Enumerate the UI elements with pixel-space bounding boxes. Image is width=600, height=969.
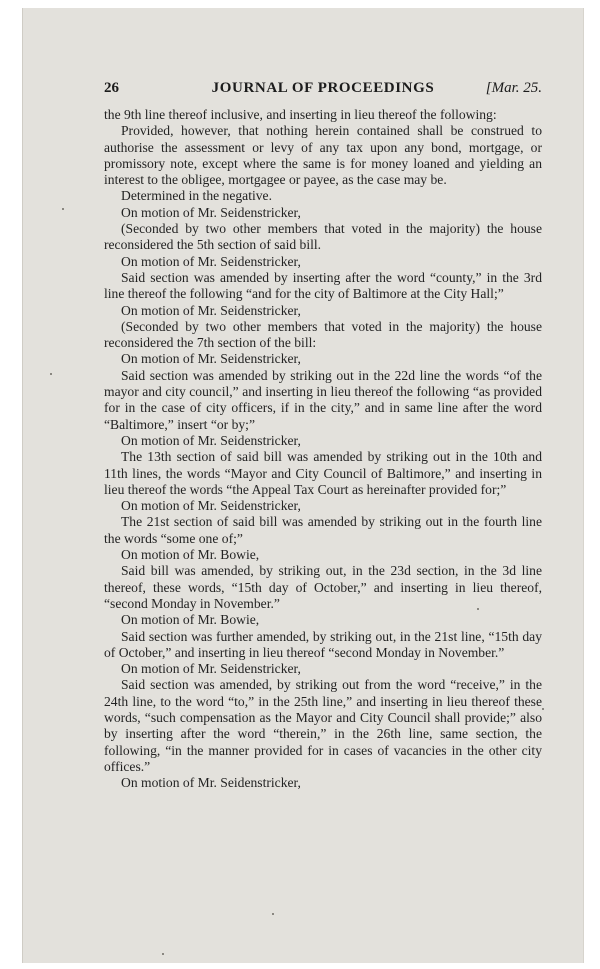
paper-speck <box>50 373 52 375</box>
paragraph: the 9th line thereof inclusive, and inserting in lieu thereof the following: <box>104 107 497 122</box>
paragraph: Said section was amended, by striking out from the word “receive,” in the 24th line, to the word “to,” in the 25th line,” and inserting in lieu thereof these words, “such compensation as the Mayor and City Council shall provide;” also by inserting after the word “therein,” in the 26th line, same section, the following, “in the manner provided for in cases of vacancies in the other city offices.” <box>104 677 542 774</box>
paragraph: Said section was amended by striking out in the 22d line the words “of the mayor and city council,” and inserting in lieu thereof the following “as provided for in the case of city officers, if in the city,” and in same line after the word “Baltimore,” insert “or by;” <box>104 367 542 432</box>
paragraph: (Seconded by two other members that voted in the majority) the house reconsidered the 5th section of said bill. <box>104 221 542 253</box>
header-date: [Mar. 25. <box>485 80 542 96</box>
page-body <box>104 107 542 791</box>
paragraph: On motion of Mr. Seidenstricker, <box>121 351 301 367</box>
paper-speck <box>62 208 64 210</box>
paragraph: On motion of Mr. Seidenstricker, <box>121 661 301 677</box>
page-title: JOURNAL OF PROCEEDINGS <box>211 80 435 96</box>
paragraph: On motion of Mr. Bowie, <box>121 547 260 563</box>
paper-speck <box>542 708 544 710</box>
paragraph: The 13th section of said bill was amended by striking out in the 10th and 11th lines, the words “Mayor and City Council of Baltimore,” and inserting in lieu thereof the words “the Appeal Tax Court as hereinafter provided for;” <box>104 449 542 497</box>
paragraph: On motion of Mr. Bowie, <box>121 612 260 628</box>
paper-speck <box>272 913 274 915</box>
paper-speck <box>162 953 164 955</box>
paragraph: On motion of Mr. Seidenstricker, <box>121 775 301 791</box>
paragraph: (Seconded by two other members that voted in the majority) the house reconsidered the 7th section of the bill: <box>104 318 542 351</box>
paragraph: Said section was amended by inserting after the word “county,” in the 3rd line thereof the following “and for the city of Baltimore at the City Hall;” <box>104 269 542 302</box>
paragraph: Provided, however, that nothing herein contained shall be construed to authorise the assessment or levy of any tax upon any bond, mortgage, or promissory note, except where the same is for money loaned and yielding an interest to the obligee, mortgagee or payee, as the case may be. <box>104 123 542 188</box>
paragraph: On motion of Mr. Seidenstricker, <box>121 204 301 220</box>
page-number: 26 <box>104 80 119 96</box>
paragraph: On motion of Mr. Seidenstricker, <box>121 253 301 269</box>
paragraph: Said section was further amended, by striking out, in the 21st line, “15th day of October,” and inserting in lieu thereof “second Monday in November.” <box>104 628 542 660</box>
paragraph: Determined in the negative. <box>121 188 272 204</box>
running-header <box>104 80 542 100</box>
paragraph: The 21st section of said bill was amended by striking out in the fourth line the words “some one of;” <box>104 514 542 546</box>
paragraph: Said bill was amended, by striking out, in the 23d section, in the 3d line thereof, these words, “15th day of October,” and inserting in lieu thereof, “second Monday in November.” <box>104 563 542 611</box>
paragraph: On motion of Mr. Seidenstricker, <box>121 498 301 514</box>
paragraph: On motion of Mr. Seidenstricker, <box>121 302 301 318</box>
paragraph: On motion of Mr. Seidenstricker, <box>121 432 301 448</box>
